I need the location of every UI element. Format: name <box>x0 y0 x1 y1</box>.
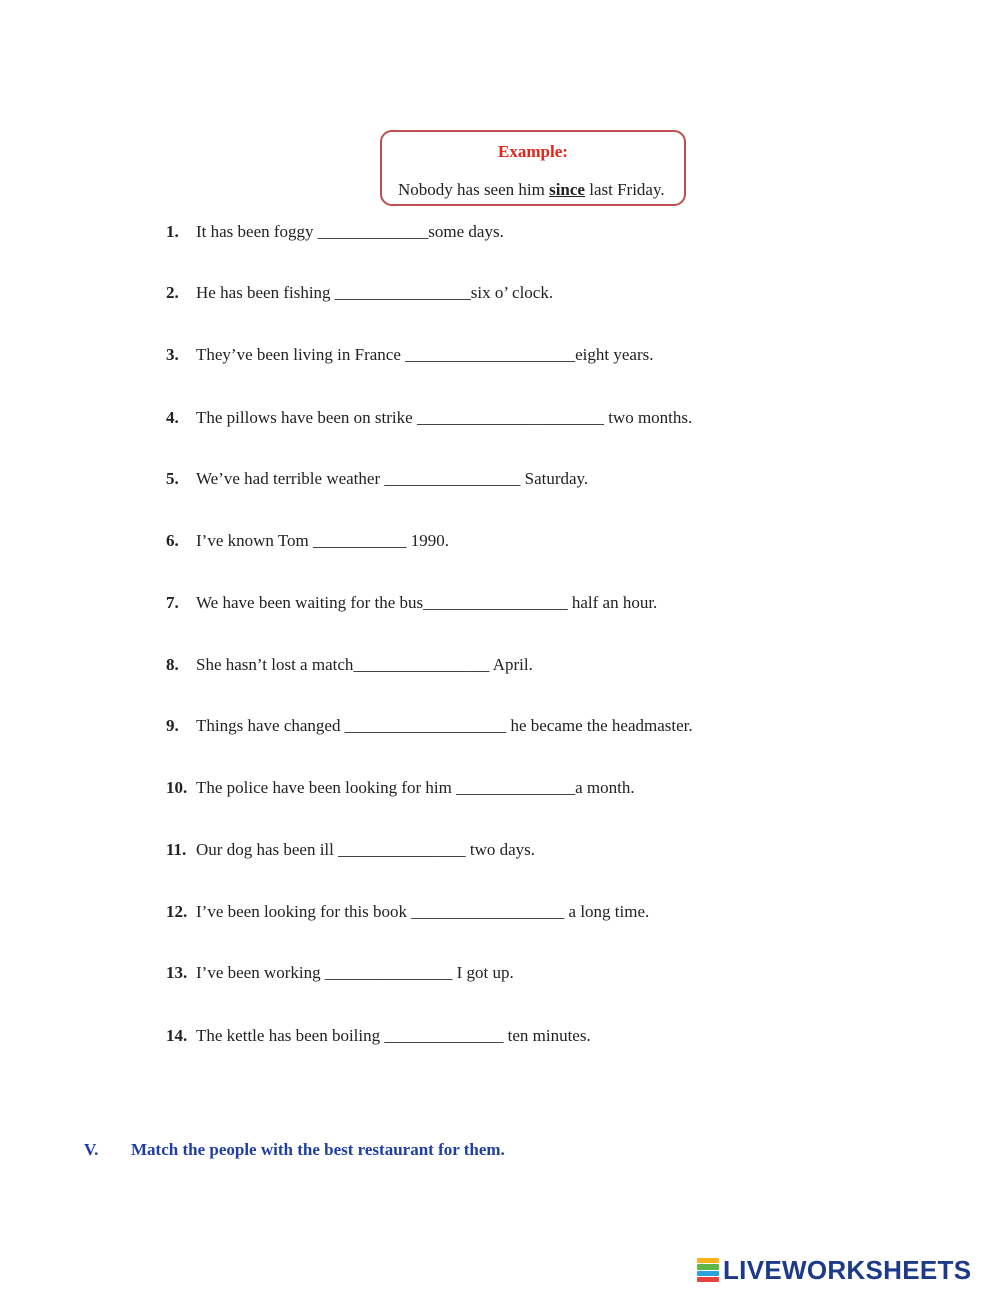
question-number: 5. <box>166 469 179 488</box>
question-number: 13. <box>166 963 188 982</box>
question-text: Our dog has been ill _______________ two days. <box>196 840 536 859</box>
logo-text: LIVEWORKSHEETS <box>723 1254 972 1285</box>
question-2 <box>166 283 553 303</box>
question-text: I’ve been looking for this book __________________ a long time. <box>196 902 650 921</box>
question-8 <box>166 655 533 675</box>
example-text-before: Nobody has seen him <box>398 180 550 199</box>
question-number: 14. <box>166 1026 188 1045</box>
question-text: It has been foggy _____________some days. <box>196 222 504 241</box>
question-4 <box>166 408 692 428</box>
section-number: V. <box>84 1140 99 1159</box>
question-5 <box>166 469 588 489</box>
example-text-after: last Friday. <box>584 180 665 199</box>
question-text: Things have changed ___________________ he became the headmaster. <box>196 716 693 735</box>
logo-block-l <box>697 1258 719 1263</box>
question-number: 1. <box>166 222 179 241</box>
question-3 <box>166 345 653 365</box>
section-title: Match the people with the best restaurant for them. <box>131 1140 505 1159</box>
example-sentence <box>398 180 665 200</box>
question-number: 11. <box>166 840 187 859</box>
liveworksheets-logo <box>697 1255 971 1285</box>
question-11 <box>166 840 535 860</box>
question-number: 4. <box>166 408 179 427</box>
question-text: He has been fishing ________________six o’ clock. <box>196 283 554 302</box>
question-number: 2. <box>166 283 179 302</box>
question-13 <box>166 963 514 983</box>
logo-block-v <box>697 1271 719 1276</box>
logo-block-i <box>697 1264 719 1269</box>
question-text: The pillows have been on strike ______________________ two months. <box>196 408 693 427</box>
question-number: 12. <box>166 902 188 921</box>
question-text: They’ve been living in France ____________________eight years. <box>196 345 654 364</box>
question-text: She hasn’t lost a match________________ April. <box>196 655 533 674</box>
question-text: The kettle has been boiling ______________ ten minutes. <box>196 1026 591 1045</box>
question-text: I’ve been working _______________ I got up. <box>196 963 514 982</box>
question-10 <box>166 778 635 798</box>
question-text: We’ve had terrible weather ________________ Saturday. <box>196 469 589 488</box>
question-number: 7. <box>166 593 179 612</box>
question-9 <box>166 716 693 736</box>
example-box <box>380 130 686 206</box>
example-title: Example: <box>498 142 568 161</box>
logo-block-e <box>697 1277 719 1282</box>
question-number: 8. <box>166 655 179 674</box>
question-7 <box>166 593 657 613</box>
question-14 <box>166 1026 591 1046</box>
question-1 <box>166 222 504 242</box>
question-text: The police have been looking for him ______________a month. <box>196 778 635 797</box>
question-number: 6. <box>166 531 179 550</box>
question-text: I’ve known Tom ___________ 1990. <box>196 531 450 550</box>
question-number: 3. <box>166 345 179 364</box>
question-number: 10. <box>166 778 188 797</box>
section-heading <box>84 1140 505 1160</box>
question-number: 9. <box>166 716 179 735</box>
question-text: We have been waiting for the bus_________________ half an hour. <box>196 593 658 612</box>
question-12 <box>166 902 649 922</box>
example-keyword: since <box>549 180 585 199</box>
liveworksheets-logo-icon <box>697 1258 719 1282</box>
question-6 <box>166 531 449 551</box>
